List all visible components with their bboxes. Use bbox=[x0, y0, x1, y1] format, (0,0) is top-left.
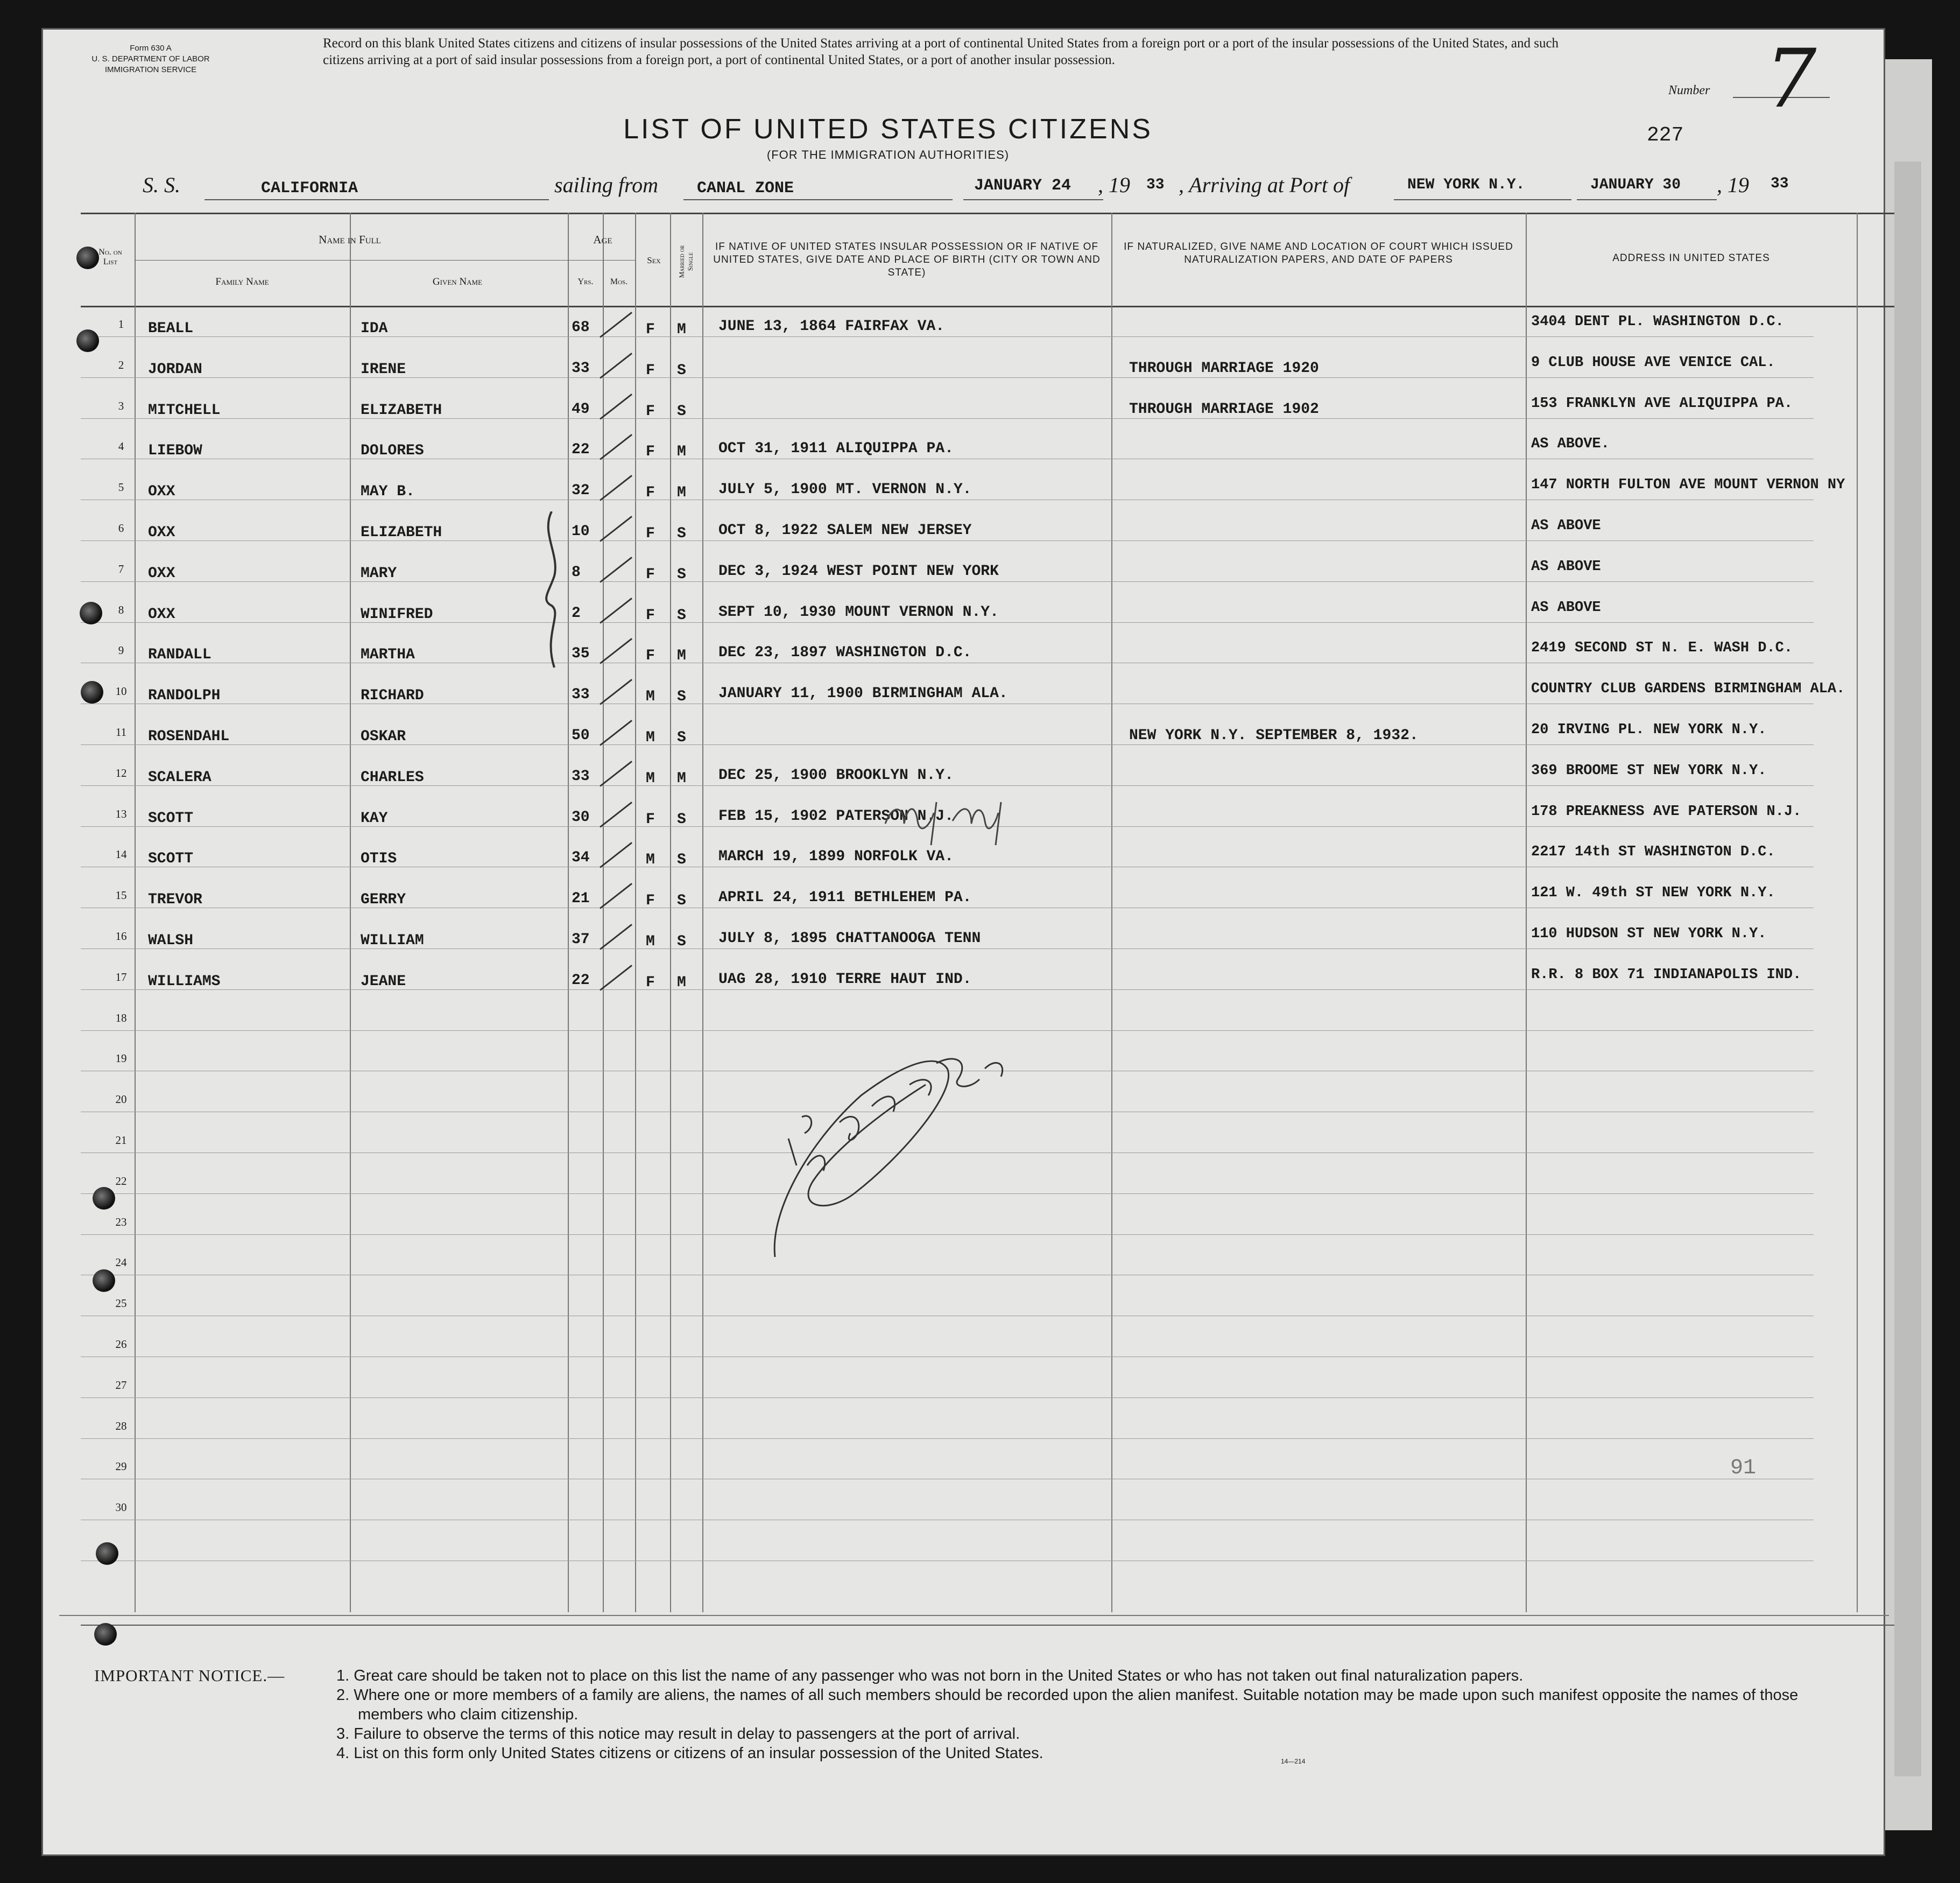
col-divider-birth bbox=[1111, 213, 1112, 1612]
row-number: 27 bbox=[115, 1379, 127, 1392]
header-age: Age bbox=[593, 233, 612, 246]
family-name: LIEBOW bbox=[148, 442, 202, 459]
age-years: 21 bbox=[572, 890, 590, 907]
row-rule bbox=[81, 948, 1814, 949]
row-number: 19 bbox=[115, 1052, 127, 1065]
row-number: 24 bbox=[115, 1256, 127, 1269]
service-name: IMMIGRATION SERVICE bbox=[104, 65, 197, 74]
col-divider-marital bbox=[702, 213, 703, 1612]
given-name: MAY B. bbox=[361, 483, 415, 500]
arriving-label: , Arriving at Port of bbox=[1179, 173, 1350, 197]
age-years: 49 bbox=[572, 401, 590, 418]
family-name: OXX bbox=[148, 524, 175, 541]
row-number: 10 bbox=[115, 685, 127, 698]
sex: F bbox=[646, 974, 655, 991]
row-number: 3 bbox=[118, 399, 124, 412]
row-number: 16 bbox=[115, 930, 127, 943]
birth-date-place: DEC 3, 1924 WEST POINT NEW YORK bbox=[718, 563, 999, 580]
ss-label: S. S. bbox=[143, 173, 180, 197]
marital-status: S bbox=[677, 729, 686, 746]
col-divider-yrs bbox=[603, 213, 604, 1612]
marital-status: S bbox=[677, 525, 686, 542]
given-name: IDA bbox=[361, 320, 388, 337]
family-name: SCALERA bbox=[148, 769, 211, 786]
header-age-rule bbox=[568, 260, 635, 261]
sailing-from-underline bbox=[683, 199, 953, 200]
row-number: 7 bbox=[118, 563, 124, 575]
birth-date-place: DEC 23, 1897 WASHINGTON D.C. bbox=[718, 644, 972, 661]
us-address: 121 W. 49th ST NEW YORK N.Y. bbox=[1531, 885, 1775, 901]
binder-hole bbox=[96, 1542, 118, 1565]
us-address: AS ABOVE bbox=[1531, 559, 1601, 575]
record-instructions: Record on this blank United States citizens and citizens of insular possessions of the United States arriving at a port of continental United States from a foreign port or a port of the insular possessions of the United States, and such citizens arriving at a port of said insular possessions from a foreign port, a port of continental United States, or a port of another insular possession. bbox=[323, 36, 1559, 67]
form-code: 14—214 bbox=[1281, 1758, 1306, 1765]
row-number: 4 bbox=[118, 440, 124, 453]
sex: F bbox=[646, 525, 655, 542]
age-years: 34 bbox=[572, 849, 590, 866]
given-name: RICHARD bbox=[361, 687, 424, 704]
us-address: 110 HUDSON ST NEW YORK N.Y. bbox=[1531, 926, 1767, 942]
departure-year-prefix: , 19 bbox=[1098, 173, 1130, 197]
age-years: 22 bbox=[572, 441, 590, 458]
departure-date: JANUARY 24 bbox=[974, 177, 1071, 195]
binder-hole bbox=[76, 247, 99, 269]
sex: F bbox=[646, 607, 655, 624]
given-name: MARTHA bbox=[361, 647, 415, 663]
birth-date-place: JUNE 13, 1864 FAIRFAX VA. bbox=[718, 318, 945, 335]
family-name: SCOTT bbox=[148, 851, 194, 867]
marital-status: M bbox=[677, 444, 686, 460]
family-name: OXX bbox=[148, 565, 175, 582]
header-birth: IF NATIVE OF UNITED STATES INSULAR POSSESSION OR IF NATIVE OF UNITED STATES, GIVE DATE AND PLACE OF BIRTH (CITY OR TOWN AND STATE) bbox=[713, 241, 1101, 278]
us-address: AS ABOVE bbox=[1531, 600, 1601, 616]
sex: M bbox=[646, 933, 655, 950]
birth-date-place: OCT 8, 1922 SALEM NEW JERSEY bbox=[718, 522, 972, 539]
col-divider-given bbox=[568, 213, 569, 1612]
row-number: 5 bbox=[118, 481, 124, 494]
us-address: COUNTRY CLUB GARDENS BIRMINGHAM ALA. bbox=[1531, 681, 1845, 697]
header-sex: Sex bbox=[647, 255, 661, 265]
sex: M bbox=[646, 852, 655, 868]
header-naturalized: IF NATURALIZED, GIVE NAME AND LOCATION OF COURT WHICH ISSUED NATURALIZATION PAPERS, AND DATE OF PAPERS bbox=[1124, 241, 1513, 265]
header-name-rule bbox=[135, 260, 568, 261]
naturalization-info: NEW YORK N.Y. SEPTEMBER 8, 1932. bbox=[1129, 727, 1419, 744]
sex: F bbox=[646, 444, 655, 460]
birth-date-place: OCT 31, 1911 ALIQUIPPA PA. bbox=[718, 440, 954, 457]
given-name: ELIZABETH bbox=[361, 524, 442, 541]
given-name: CHARLES bbox=[361, 769, 424, 786]
given-name: JEANE bbox=[361, 973, 406, 990]
us-address: 147 NORTH FULTON AVE MOUNT VERNON NY bbox=[1531, 477, 1845, 493]
col-divider-family bbox=[350, 213, 351, 1612]
given-name: ELIZABETH bbox=[361, 402, 442, 419]
header-family-name: Family Name bbox=[215, 276, 269, 287]
given-name: MARY bbox=[361, 565, 397, 582]
ship-name: CALIFORNIA bbox=[261, 179, 358, 198]
departure-date-underline bbox=[963, 199, 1103, 200]
header-no-on-list: No. on List bbox=[98, 248, 122, 266]
given-name: DOLORES bbox=[361, 442, 424, 459]
row-number: 23 bbox=[115, 1215, 127, 1228]
notice-rule bbox=[59, 1615, 1889, 1616]
arrival-date: JANUARY 30 bbox=[1590, 177, 1681, 193]
sailing-from-label: sailing from bbox=[554, 173, 658, 197]
row-rule bbox=[81, 540, 1814, 541]
sex: F bbox=[646, 648, 655, 664]
birth-date-place: MARCH 19, 1899 NORFOLK VA. bbox=[718, 848, 954, 865]
row-number: 29 bbox=[115, 1460, 127, 1473]
col-divider-mos bbox=[635, 213, 636, 1612]
arrival-port-underline bbox=[1394, 199, 1571, 200]
birth-date-place: UAG 28, 1910 TERRE HAUT IND. bbox=[718, 971, 972, 988]
given-name: OTIS bbox=[361, 851, 397, 867]
form-identifier bbox=[70, 43, 231, 75]
page-edge-strip-inner bbox=[1894, 161, 1921, 1776]
birth-date-place: JULY 8, 1895 CHATTANOOGA TENN bbox=[718, 930, 981, 947]
sex: F bbox=[646, 362, 655, 379]
departure-year: 33 bbox=[1146, 177, 1165, 193]
age-years: 22 bbox=[572, 972, 590, 989]
row-rule bbox=[81, 418, 1814, 419]
row-rule bbox=[81, 744, 1814, 745]
row-number: 9 bbox=[118, 644, 124, 657]
notice-item-4: 4. List on this form only United States citizens or citizens of an insular possession of the United States. bbox=[336, 1745, 1044, 1762]
age-years: 50 bbox=[572, 727, 590, 744]
us-address: 178 PREAKNESS AVE PATERSON N.J. bbox=[1531, 804, 1802, 820]
page-number-stamp: 227 bbox=[1647, 124, 1684, 147]
birth-date-place: FEB 15, 1902 PATERSON N.J. bbox=[718, 808, 954, 825]
marital-status: S bbox=[677, 566, 686, 583]
col-divider-sex bbox=[670, 213, 671, 1612]
marital-status: S bbox=[677, 607, 686, 624]
family-name: RANDOLPH bbox=[148, 687, 221, 704]
family-bracket-mark bbox=[538, 511, 635, 673]
row-number: 6 bbox=[118, 522, 124, 535]
us-address: 9 CLUB HOUSE AVE VENICE CAL. bbox=[1531, 355, 1775, 371]
form-title: LIST OF UNITED STATES CITIZENS bbox=[623, 114, 1153, 145]
header-years: Yrs. bbox=[577, 277, 594, 286]
header-address: ADDRESS IN UNITED STATES bbox=[1612, 252, 1770, 264]
naturalization-info: THROUGH MARRIAGE 1902 bbox=[1129, 401, 1319, 418]
age-years: 30 bbox=[572, 809, 590, 826]
row-number: 13 bbox=[115, 807, 127, 820]
row-rule bbox=[81, 377, 1814, 378]
arrival-year-prefix: , 19 bbox=[1717, 173, 1749, 197]
sex: M bbox=[646, 770, 655, 787]
arrival-date-underline bbox=[1577, 199, 1717, 200]
family-name: TREVOR bbox=[148, 891, 202, 908]
marital-status: S bbox=[677, 688, 686, 705]
notice-item-2: 2. Where one or more members of a family are aliens, the names of all such members should be recorded upon the alien manifest. Suitable notation may be made upon such manifest opposite the names of those members who claim citizenship. bbox=[336, 1687, 1799, 1723]
us-address: 2419 SECOND ST N. E. WASH D.C. bbox=[1531, 640, 1793, 656]
age-years: 8 bbox=[572, 564, 581, 581]
us-address: 2217 14th ST WASHINGTON D.C. bbox=[1531, 844, 1775, 860]
row-number: 11 bbox=[115, 726, 127, 739]
marital-status: S bbox=[677, 362, 686, 379]
age-years: 37 bbox=[572, 931, 590, 948]
arrival-year: 33 bbox=[1771, 175, 1789, 192]
sex: M bbox=[646, 688, 655, 705]
family-name: MITCHELL bbox=[148, 402, 221, 419]
row-rule bbox=[81, 989, 1814, 990]
us-address: 369 BROOME ST NEW YORK N.Y. bbox=[1531, 763, 1767, 779]
sex: F bbox=[646, 484, 655, 501]
row-number: 1 bbox=[118, 318, 124, 331]
age-years: 35 bbox=[572, 645, 590, 662]
birth-date-place: JANUARY 11, 1900 BIRMINGHAM ALA. bbox=[718, 685, 1008, 702]
us-address: R.R. 8 BOX 71 INDIANAPOLIS IND. bbox=[1531, 967, 1802, 983]
marital-status: S bbox=[677, 852, 686, 868]
birth-date-place: SEPT 10, 1930 MOUNT VERNON N.Y. bbox=[718, 604, 999, 621]
row-rule bbox=[81, 1438, 1814, 1439]
age-years: 32 bbox=[572, 482, 590, 499]
row-number: 14 bbox=[115, 848, 127, 861]
inspector-signature bbox=[764, 1031, 1023, 1268]
list-number: 7 bbox=[1765, 32, 1817, 126]
us-address: AS ABOVE bbox=[1531, 518, 1601, 534]
age-years: 33 bbox=[572, 686, 590, 703]
family-name: OXX bbox=[148, 606, 175, 623]
family-name: ROSENDAHL bbox=[148, 728, 230, 745]
department-name: U. S. DEPARTMENT OF LABOR bbox=[91, 54, 210, 64]
header-name-in-full: Name in Full bbox=[319, 233, 381, 246]
family-name: WILLIAMS bbox=[148, 973, 221, 990]
age-years: 10 bbox=[572, 523, 590, 540]
notice-item-1: 1. Great care should be taken not to place on this list the name of any passenger who was not born in the United States or who has not taken out final naturalization papers. bbox=[336, 1667, 1524, 1684]
sex: F bbox=[646, 403, 655, 420]
handwritten-annotation bbox=[883, 791, 1044, 851]
col-divider-no bbox=[135, 213, 136, 1612]
form-subtitle: (FOR THE IMMIGRATION AUTHORITIES) bbox=[766, 148, 1010, 161]
marital-status: M bbox=[677, 321, 686, 338]
row-rule bbox=[81, 1397, 1814, 1398]
row-rule bbox=[81, 581, 1814, 582]
given-name: WILLIAM bbox=[361, 932, 424, 949]
important-notice bbox=[94, 1666, 1811, 1763]
col-divider-address bbox=[1857, 213, 1858, 1612]
given-name: WINIFRED bbox=[361, 606, 433, 623]
binder-hole bbox=[93, 1269, 115, 1292]
sex: F bbox=[646, 893, 655, 909]
given-name: OSKAR bbox=[361, 728, 406, 745]
header-given-name: Given Name bbox=[432, 276, 483, 287]
age-years: 33 bbox=[572, 360, 590, 377]
marital-status: M bbox=[677, 648, 686, 664]
header-bottom-rule bbox=[81, 306, 1894, 307]
notice-item-3: 3. Failure to observe the terms of this notice may result in delay to passengers at the port of arrival. bbox=[336, 1725, 1020, 1743]
row-number: 22 bbox=[115, 1175, 127, 1188]
sex: F bbox=[646, 811, 655, 828]
row-number: 25 bbox=[115, 1297, 127, 1310]
given-name: GERRY bbox=[361, 891, 406, 908]
row-number: 28 bbox=[115, 1420, 127, 1432]
marital-status: S bbox=[677, 403, 686, 420]
page-stamp-number: 91 bbox=[1730, 1456, 1757, 1480]
notice-label: IMPORTANT NOTICE.— bbox=[94, 1666, 285, 1685]
marital-status: S bbox=[677, 811, 686, 828]
naturalization-info: THROUGH MARRIAGE 1920 bbox=[1129, 360, 1319, 377]
age-years: 68 bbox=[572, 319, 590, 336]
form-number: Form 630 A bbox=[130, 44, 172, 53]
row-number: 26 bbox=[115, 1338, 127, 1351]
binder-hole bbox=[76, 329, 99, 352]
marital-status: S bbox=[677, 893, 686, 909]
row-number: 21 bbox=[115, 1134, 127, 1147]
row-rule bbox=[81, 622, 1814, 623]
marital-status: M bbox=[677, 770, 686, 787]
number-label: Number bbox=[1668, 83, 1710, 97]
binder-hole bbox=[94, 1623, 117, 1646]
row-number: 17 bbox=[115, 971, 127, 983]
us-address: 153 FRANKLYN AVE ALIQUIPPA PA. bbox=[1531, 396, 1793, 412]
col-divider-naturalized bbox=[1526, 213, 1527, 1612]
family-name: BEALL bbox=[148, 320, 194, 337]
us-address: AS ABOVE. bbox=[1531, 436, 1610, 452]
family-name: WALSH bbox=[148, 932, 194, 949]
binder-hole bbox=[80, 602, 102, 624]
family-name: OXX bbox=[148, 483, 175, 500]
sex: M bbox=[646, 729, 655, 746]
arrival-port: NEW YORK N.Y. bbox=[1407, 177, 1525, 193]
row-number: 8 bbox=[118, 603, 124, 616]
marital-status: S bbox=[677, 933, 686, 950]
row-number: 20 bbox=[115, 1093, 127, 1106]
marital-status: M bbox=[677, 974, 686, 991]
header-months: Mos. bbox=[610, 277, 628, 286]
given-name: IRENE bbox=[361, 361, 406, 378]
age-years: 2 bbox=[572, 605, 581, 622]
us-address: 20 IRVING PL. NEW YORK N.Y. bbox=[1531, 722, 1767, 738]
birth-date-place: JULY 5, 1900 MT. VERNON N.Y. bbox=[718, 481, 972, 498]
sex: F bbox=[646, 566, 655, 583]
ship-underline bbox=[205, 199, 549, 200]
row-rule bbox=[81, 785, 1814, 786]
us-address: 3404 DENT PL. WASHINGTON D.C. bbox=[1531, 314, 1784, 330]
row-number: 18 bbox=[115, 1011, 127, 1024]
row-rule bbox=[81, 336, 1814, 337]
family-name: JORDAN bbox=[148, 361, 202, 378]
row-number: 15 bbox=[115, 889, 127, 902]
family-name: RANDALL bbox=[148, 647, 211, 663]
family-name: SCOTT bbox=[148, 810, 194, 827]
row-number: 2 bbox=[118, 359, 124, 371]
row-number: 30 bbox=[115, 1501, 127, 1514]
sex: F bbox=[646, 321, 655, 338]
marital-status: M bbox=[677, 484, 686, 501]
binder-hole bbox=[81, 681, 103, 704]
birth-date-place: APRIL 24, 1911 BETHLEHEM PA. bbox=[718, 889, 972, 906]
birth-date-place: DEC 25, 1900 BROOKLYN N.Y. bbox=[718, 767, 954, 784]
sailing-from-port: CANAL ZONE bbox=[697, 179, 794, 198]
manifest-table bbox=[81, 213, 1894, 1626]
row-number: 12 bbox=[115, 767, 127, 779]
given-name: KAY bbox=[361, 810, 388, 827]
binder-hole bbox=[93, 1187, 115, 1210]
header-married-or-single: Married or Single bbox=[678, 245, 694, 278]
age-years: 33 bbox=[572, 768, 590, 785]
